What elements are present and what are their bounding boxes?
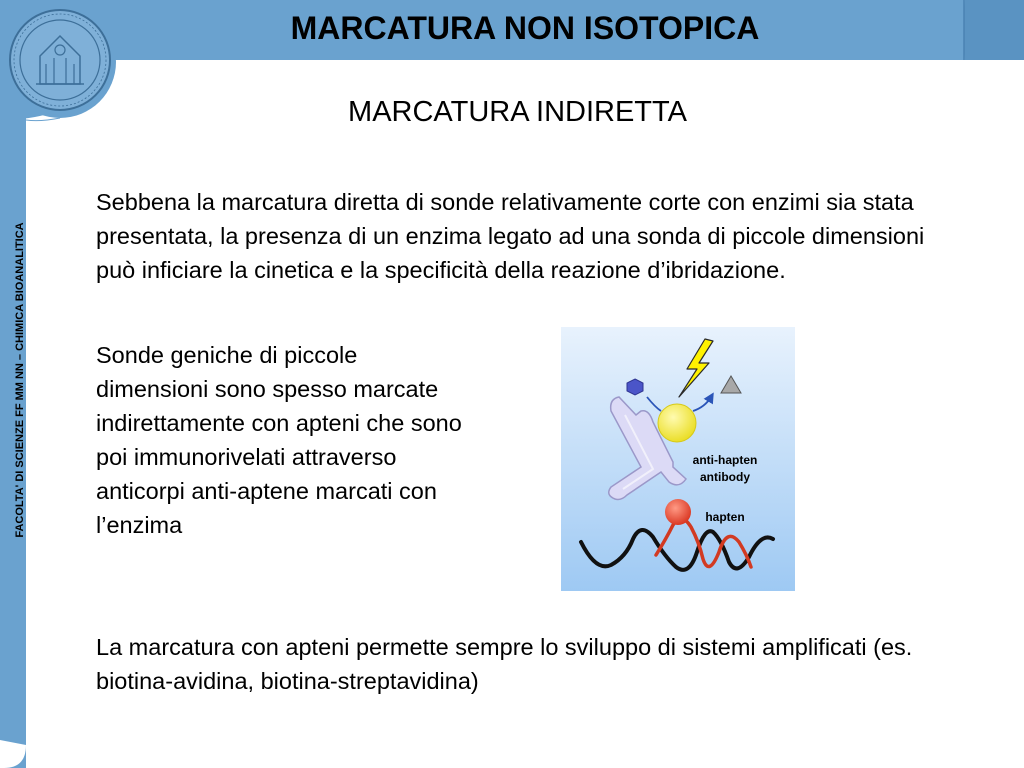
antibody-label-line1: anti-hapten bbox=[692, 453, 758, 467]
faculty-side-label: FACOLTA' DI SCIENZE FF MM NN – CHIMICA BIOANALITICA bbox=[14, 222, 26, 538]
substrate-hexagon bbox=[627, 379, 643, 395]
enzyme-sphere bbox=[658, 404, 696, 442]
antibody-label-line2: antibody bbox=[700, 470, 750, 484]
slide-title: MARCATURA NON ISOTOPICA bbox=[290, 10, 760, 46]
paragraph-indirect-labeling: Sonde geniche di piccole dimensioni sono spesso marcate indirettamente con apteni che sono poi immunorivelati attraverso anticorpi anti-aptene marcati con l’enzima bbox=[96, 342, 462, 538]
hapten-label: hapten bbox=[705, 510, 745, 524]
hapten-labeling-diagram bbox=[561, 327, 795, 591]
paragraph-direct-labeling: Sebbena la marcatura diretta di sonde relativamente corte con enzimi sia stata presentata, la presenza di un enzima legato ad una sonda di piccole dimensioni può inficiare la cinetica e la specificità della reazione d’ibridazione. bbox=[96, 189, 925, 283]
slide-subtitle: MARCATURA INDIRETTA bbox=[348, 96, 687, 128]
university-seal-logo bbox=[6, 6, 114, 114]
hapten-sphere bbox=[665, 499, 691, 525]
paragraph-amplified-systems: La marcatura con apteni permette sempre lo sviluppo di sistemi amplificati (es. biotina-avidina, biotina-streptavidina) bbox=[96, 634, 913, 694]
